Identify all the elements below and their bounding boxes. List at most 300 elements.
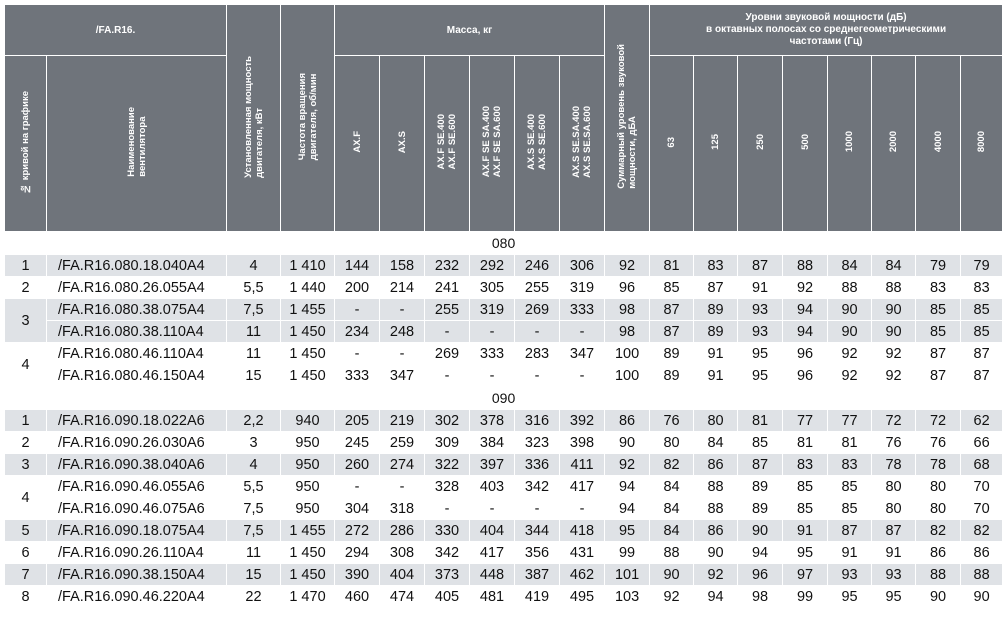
fan-name-cell: /FA.R16.080.18.040A4 — [47, 255, 227, 277]
fan-name-cell: /FA.R16.090.26.110A4 — [47, 542, 227, 564]
total-sound-header-text: Суммарный уровень звуковой мощности, дБА — [616, 44, 639, 189]
power-cell: 2,2 — [227, 410, 281, 432]
name-header — [47, 56, 227, 232]
mass-cell: 158 — [380, 255, 425, 277]
curve-number-cell: 8 — [5, 586, 47, 608]
band-level-cell: 93 — [872, 564, 916, 586]
power-cell: 7,5 — [227, 498, 281, 520]
curve-number-cell: 7 — [5, 564, 47, 586]
mass-cell: - — [560, 365, 605, 387]
total-sound-cell: 100 — [605, 365, 650, 387]
total-sound-cell: 98 — [605, 299, 650, 321]
table-row — [5, 454, 1003, 476]
band-level-cell: 91 — [783, 520, 828, 542]
band-level-cell: 87 — [738, 255, 783, 277]
mass-cell: 316 — [515, 410, 560, 432]
section-label: 080 — [5, 232, 1003, 255]
mass-cell: - — [515, 365, 560, 387]
band-level-cell: 72 — [872, 410, 916, 432]
mass-cell: 269 — [515, 299, 560, 321]
mass-cell: 214 — [380, 277, 425, 299]
total-sound-cell: 95 — [605, 520, 650, 542]
band-level-cell: 90 — [828, 321, 872, 343]
band-level-cell: 86 — [961, 542, 1003, 564]
mass-cell: 305 — [470, 277, 515, 299]
band-level-cell: 66 — [961, 432, 1003, 454]
mass-cell: 392 — [560, 410, 605, 432]
total-sound-cell: 96 — [605, 277, 650, 299]
power-cell: 4 — [227, 454, 281, 476]
mass-cell: 248 — [380, 321, 425, 343]
mass-cell: 347 — [560, 343, 605, 365]
power-header-text: Установленная мощность двигателя, кВт — [242, 55, 265, 178]
power-cell: 22 — [227, 586, 281, 608]
mass-cell: 373 — [425, 564, 470, 586]
mass-cell: 333 — [335, 365, 380, 387]
band-level-cell: 93 — [738, 321, 783, 343]
fan-name-cell: /FA.R16.080.26.055A4 — [47, 277, 227, 299]
mass-cell: 294 — [335, 542, 380, 564]
section-row — [5, 387, 1003, 410]
band-level-cell: 92 — [694, 564, 738, 586]
speed-header — [281, 5, 335, 232]
band-level-cell: 96 — [783, 343, 828, 365]
total-sound-header — [605, 5, 650, 232]
section-label: 090 — [5, 387, 1003, 410]
speed-cell: 950 — [281, 476, 335, 498]
band-level-cell: 76 — [916, 432, 961, 454]
freq-col-header — [650, 56, 694, 232]
band-level-cell: 87 — [961, 365, 1003, 387]
mass-cell: - — [560, 321, 605, 343]
band-level-cell: 85 — [783, 476, 828, 498]
fan-name-cell: /FA.R16.080.38.075A4 — [47, 299, 227, 321]
band-level-cell: 89 — [694, 299, 738, 321]
power-cell: 7,5 — [227, 520, 281, 542]
band-level-cell: 89 — [650, 365, 694, 387]
mass-cell: 232 — [425, 255, 470, 277]
band-level-cell: 83 — [916, 277, 961, 299]
speed-cell: 1 440 — [281, 277, 335, 299]
speed-cell: 1 450 — [281, 321, 335, 343]
band-level-cell: 86 — [916, 542, 961, 564]
power-cell: 7,5 — [227, 299, 281, 321]
band-level-cell: 86 — [694, 520, 738, 542]
mass-cell: 269 — [425, 343, 470, 365]
band-level-cell: 95 — [828, 586, 872, 608]
band-level-cell: 92 — [872, 365, 916, 387]
mass-cell: - — [380, 476, 425, 498]
band-level-cell: 90 — [872, 299, 916, 321]
band-level-cell: 85 — [961, 321, 1003, 343]
band-level-cell: 87 — [916, 343, 961, 365]
mass-col-header — [515, 56, 560, 232]
band-level-cell: 85 — [916, 299, 961, 321]
freq-col-header-text: 8000 — [976, 131, 988, 153]
mass-cell: 384 — [470, 432, 515, 454]
mass-cell: 431 — [560, 542, 605, 564]
mass-cell: 405 — [425, 586, 470, 608]
band-level-cell: 92 — [872, 343, 916, 365]
band-level-cell: 83 — [694, 255, 738, 277]
total-sound-cell: 101 — [605, 564, 650, 586]
band-level-cell: 80 — [650, 432, 694, 454]
freq-col-header — [961, 56, 1003, 232]
band-level-cell: 89 — [650, 343, 694, 365]
fan-spec-table — [4, 4, 1003, 608]
section-row — [5, 232, 1003, 255]
band-level-cell: 81 — [738, 410, 783, 432]
band-level-cell: 83 — [828, 454, 872, 476]
band-level-cell: 95 — [783, 542, 828, 564]
band-level-cell: 82 — [650, 454, 694, 476]
band-level-cell: 94 — [694, 586, 738, 608]
band-level-cell: 80 — [872, 498, 916, 520]
mass-cell: - — [515, 498, 560, 520]
freq-col-header-text: 63 — [666, 136, 678, 148]
band-level-cell: 88 — [650, 542, 694, 564]
mass-col-header — [380, 56, 425, 232]
mass-cell: 330 — [425, 520, 470, 542]
band-level-cell: 97 — [783, 564, 828, 586]
power-cell: 11 — [227, 343, 281, 365]
table-row — [5, 520, 1003, 542]
mass-cell: 481 — [470, 586, 515, 608]
mass-cell: 462 — [560, 564, 605, 586]
mass-col-header — [425, 56, 470, 232]
freq-col-header-text: 1000 — [844, 131, 856, 153]
table-row — [5, 255, 1003, 277]
mass-cell: - — [335, 343, 380, 365]
band-level-cell: 84 — [650, 520, 694, 542]
band-level-cell: 95 — [738, 365, 783, 387]
mass-cell: 322 — [425, 454, 470, 476]
band-level-cell: 84 — [650, 498, 694, 520]
total-sound-cell: 92 — [605, 255, 650, 277]
speed-cell: 1 450 — [281, 542, 335, 564]
band-level-cell: 81 — [650, 255, 694, 277]
mass-cell: 474 — [380, 586, 425, 608]
band-level-cell: 96 — [738, 564, 783, 586]
curve-number-cell: 2 — [5, 432, 47, 454]
mass-cell: 495 — [560, 586, 605, 608]
freq-col-header-text: 250 — [754, 134, 766, 150]
fan-name-cell: /FA.R16.090.18.022A6 — [47, 410, 227, 432]
mass-cell: 286 — [380, 520, 425, 542]
mass-col-header — [470, 56, 515, 232]
band-level-cell: 92 — [783, 277, 828, 299]
band-level-cell: 79 — [916, 255, 961, 277]
mass-col-header-text: AX.S SE.400 AX.S SE.600 — [526, 114, 548, 170]
fan-name-cell: /FA.R16.080.38.110A4 — [47, 321, 227, 343]
band-level-cell: 87 — [738, 454, 783, 476]
band-level-cell: 84 — [694, 432, 738, 454]
band-level-cell: 96 — [783, 365, 828, 387]
band-level-cell: 84 — [872, 255, 916, 277]
mass-col-header-text: AX.F SE SA.400 AX.F SE SA.600 — [481, 106, 503, 178]
table-row — [5, 277, 1003, 299]
table-row — [5, 542, 1003, 564]
band-level-cell: 80 — [872, 476, 916, 498]
sound-group-header: Уровни звуковой мощности (дБ) в октавных полосах со среднегеометрическими частотами (Гц) — [650, 5, 1003, 56]
band-level-cell: 70 — [961, 498, 1003, 520]
mass-cell: - — [470, 321, 515, 343]
mass-cell: 241 — [425, 277, 470, 299]
band-level-cell: 90 — [650, 564, 694, 586]
band-level-cell: 92 — [828, 365, 872, 387]
mass-cell: 356 — [515, 542, 560, 564]
speed-cell: 940 — [281, 410, 335, 432]
power-cell: 5,5 — [227, 277, 281, 299]
mass-cell: - — [335, 299, 380, 321]
curve-number-cell: 4 — [5, 476, 47, 520]
mass-cell: 397 — [470, 454, 515, 476]
table-row — [5, 410, 1003, 432]
band-level-cell: 91 — [694, 365, 738, 387]
band-level-cell: 82 — [961, 520, 1003, 542]
mass-cell: 411 — [560, 454, 605, 476]
freq-col-header — [872, 56, 916, 232]
freq-col-header — [738, 56, 783, 232]
power-cell: 11 — [227, 542, 281, 564]
freq-col-header-text: 125 — [710, 134, 722, 150]
band-level-cell: 89 — [738, 498, 783, 520]
band-level-cell: 87 — [872, 520, 916, 542]
band-level-cell: 80 — [916, 498, 961, 520]
band-level-cell: 79 — [961, 255, 1003, 277]
mass-cell: 219 — [380, 410, 425, 432]
band-level-cell: 87 — [650, 299, 694, 321]
mass-col-header-text: AX.F SE.400 AX.F SE.600 — [436, 114, 458, 170]
table-row — [5, 432, 1003, 454]
curve-number-cell: 3 — [5, 454, 47, 476]
table-row — [5, 365, 1003, 387]
curve-number-cell: 1 — [5, 255, 47, 277]
freq-col-header-text: 500 — [799, 134, 811, 150]
table-row — [5, 299, 1003, 321]
band-level-cell: 78 — [916, 454, 961, 476]
mass-cell: - — [425, 321, 470, 343]
band-level-cell: 88 — [916, 564, 961, 586]
mass-cell: 283 — [515, 343, 560, 365]
mass-cell: 245 — [335, 432, 380, 454]
speed-cell: 1 410 — [281, 255, 335, 277]
mass-cell: 417 — [470, 542, 515, 564]
mass-cell: 318 — [380, 498, 425, 520]
mass-cell: 259 — [380, 432, 425, 454]
fan-name-cell: /FA.R16.090.18.075A4 — [47, 520, 227, 542]
band-level-cell: 90 — [872, 321, 916, 343]
curve-number-cell: 5 — [5, 520, 47, 542]
freq-col-header-text: 4000 — [932, 131, 944, 153]
band-level-cell: 84 — [650, 476, 694, 498]
mass-cell: 333 — [470, 343, 515, 365]
band-level-cell: 99 — [783, 586, 828, 608]
band-level-cell: 91 — [828, 542, 872, 564]
curve-number-cell: 6 — [5, 542, 47, 564]
band-level-cell: 81 — [783, 432, 828, 454]
mass-cell: 342 — [425, 542, 470, 564]
mass-cell: 342 — [515, 476, 560, 498]
band-level-cell: 87 — [916, 365, 961, 387]
mass-cell: 260 — [335, 454, 380, 476]
mass-col-header-text: AX.S SE.SA.400 AX.S SE.SA.600 — [571, 106, 594, 178]
fan-name-cell: /FA.R16.090.46.055A6 — [47, 476, 227, 498]
fan-name-cell: /FA.R16.090.38.040A6 — [47, 454, 227, 476]
fan-name-cell: /FA.R16.090.26.030A6 — [47, 432, 227, 454]
mass-cell: 333 — [560, 299, 605, 321]
mass-cell: 292 — [470, 255, 515, 277]
mass-cell: 328 — [425, 476, 470, 498]
band-level-cell: 85 — [650, 277, 694, 299]
curve-number-cell: 2 — [5, 277, 47, 299]
band-level-cell: 91 — [872, 542, 916, 564]
mass-cell: - — [335, 476, 380, 498]
table-row — [5, 476, 1003, 498]
freq-col-header — [916, 56, 961, 232]
total-sound-cell: 103 — [605, 586, 650, 608]
mass-col-header-text: AX.F — [351, 131, 363, 153]
table-body — [5, 232, 1003, 608]
total-sound-cell: 98 — [605, 321, 650, 343]
mass-cell: 344 — [515, 520, 560, 542]
band-level-cell: 70 — [961, 476, 1003, 498]
table-row — [5, 343, 1003, 365]
band-level-cell: 92 — [828, 343, 872, 365]
band-level-cell: 90 — [738, 520, 783, 542]
power-cell: 15 — [227, 564, 281, 586]
speed-header-text: Частота вращения двигателя, об/мин — [296, 72, 319, 161]
power-cell: 15 — [227, 365, 281, 387]
band-level-cell: 89 — [738, 476, 783, 498]
total-sound-cell: 90 — [605, 432, 650, 454]
speed-cell: 950 — [281, 498, 335, 520]
mass-cell: 323 — [515, 432, 560, 454]
freq-col-header — [828, 56, 872, 232]
mass-cell: 302 — [425, 410, 470, 432]
band-level-cell: 87 — [650, 321, 694, 343]
fan-name-cell: /FA.R16.090.38.150A4 — [47, 564, 227, 586]
power-header — [227, 5, 281, 232]
band-level-cell: 87 — [961, 343, 1003, 365]
mass-cell: 378 — [470, 410, 515, 432]
band-level-cell: 90 — [694, 542, 738, 564]
mass-group-header: Масса, кг — [335, 5, 605, 56]
band-level-cell: 82 — [916, 520, 961, 542]
mass-cell: 255 — [515, 277, 560, 299]
band-level-cell: 85 — [828, 476, 872, 498]
table-row — [5, 586, 1003, 608]
speed-cell: 950 — [281, 432, 335, 454]
band-level-cell: 95 — [738, 343, 783, 365]
power-cell: 5,5 — [227, 476, 281, 498]
band-level-cell: 77 — [783, 410, 828, 432]
band-level-cell: 98 — [738, 586, 783, 608]
name-header-text: Наименование вентилятора — [125, 107, 148, 177]
mass-cell: 308 — [380, 542, 425, 564]
speed-cell: 1 450 — [281, 564, 335, 586]
band-level-cell: 93 — [738, 299, 783, 321]
mass-cell: 403 — [470, 476, 515, 498]
freq-col-header — [694, 56, 738, 232]
curve-number-cell: 1 — [5, 410, 47, 432]
mass-cell: 417 — [560, 476, 605, 498]
band-level-cell: 85 — [961, 299, 1003, 321]
band-level-cell: 77 — [828, 410, 872, 432]
mass-cell: - — [515, 321, 560, 343]
fan-name-cell: /FA.R16.080.46.110A4 — [47, 343, 227, 365]
mass-col-header-text: AX.S — [396, 130, 408, 154]
mass-cell: 304 — [335, 498, 380, 520]
band-level-cell: 80 — [916, 476, 961, 498]
mass-cell: 336 — [515, 454, 560, 476]
speed-cell: 1 450 — [281, 365, 335, 387]
band-level-cell: 72 — [916, 410, 961, 432]
band-level-cell: 76 — [872, 432, 916, 454]
mass-cell: 404 — [380, 564, 425, 586]
band-level-cell: 84 — [828, 255, 872, 277]
band-level-cell: 94 — [783, 299, 828, 321]
power-cell: 3 — [227, 432, 281, 454]
total-sound-cell: 92 — [605, 454, 650, 476]
table-row — [5, 564, 1003, 586]
mass-col-header — [335, 56, 380, 232]
mass-cell: - — [560, 498, 605, 520]
power-cell: 4 — [227, 255, 281, 277]
band-level-cell: 83 — [961, 277, 1003, 299]
band-level-cell: 85 — [738, 432, 783, 454]
band-level-cell: 86 — [694, 454, 738, 476]
mass-cell: 387 — [515, 564, 560, 586]
band-level-cell: 85 — [916, 321, 961, 343]
speed-cell: 1 455 — [281, 520, 335, 542]
fan-name-cell: /FA.R16.080.46.150A4 — [47, 365, 227, 387]
band-level-cell: 88 — [694, 476, 738, 498]
band-level-cell: 95 — [872, 586, 916, 608]
curve-header — [5, 56, 47, 232]
mass-cell: - — [425, 365, 470, 387]
band-level-cell: 88 — [694, 498, 738, 520]
band-level-cell: 87 — [694, 277, 738, 299]
mass-cell: 234 — [335, 321, 380, 343]
curve-number-cell: 3 — [5, 299, 47, 343]
total-sound-cell: 99 — [605, 542, 650, 564]
speed-cell: 1 470 — [281, 586, 335, 608]
mass-cell: 319 — [560, 277, 605, 299]
band-level-cell: 88 — [828, 277, 872, 299]
speed-cell: 1 450 — [281, 343, 335, 365]
table-row — [5, 498, 1003, 520]
mass-col-header — [560, 56, 605, 232]
speed-cell: 950 — [281, 454, 335, 476]
table-header — [5, 5, 1003, 232]
mass-cell: 200 — [335, 277, 380, 299]
band-level-cell: 94 — [783, 321, 828, 343]
model-header: /FA.R16. — [5, 5, 227, 56]
mass-cell: - — [380, 299, 425, 321]
fan-name-cell: /FA.R16.090.46.075A6 — [47, 498, 227, 520]
mass-cell: 418 — [560, 520, 605, 542]
band-level-cell: 90 — [916, 586, 961, 608]
mass-cell: 274 — [380, 454, 425, 476]
band-level-cell: 88 — [872, 277, 916, 299]
band-level-cell: 78 — [872, 454, 916, 476]
table-row — [5, 321, 1003, 343]
band-level-cell: 62 — [961, 410, 1003, 432]
band-level-cell: 93 — [828, 564, 872, 586]
band-level-cell: 89 — [694, 321, 738, 343]
total-sound-cell: 86 — [605, 410, 650, 432]
